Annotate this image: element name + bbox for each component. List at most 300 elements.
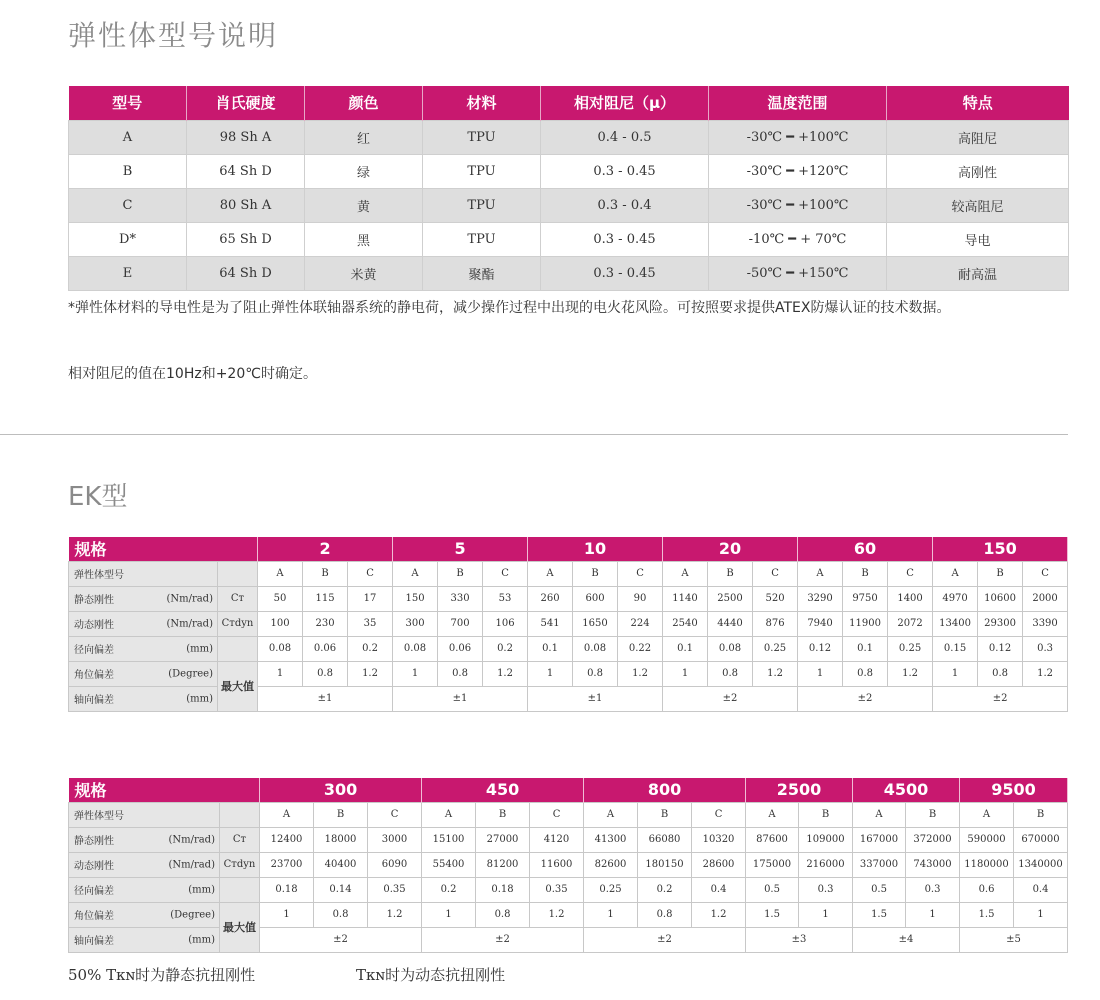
row-label [69,902,220,927]
spec-cell: 0.3 [1023,636,1068,661]
size-header: 450 [422,778,584,802]
footnote-dynamic: Tᴋɴ时为动态抗扭刚性 [356,966,506,984]
spec-cell: B [799,802,853,827]
max-value-label: 最大值 [220,902,260,952]
symbol-dynamic: Cᴛdyn [220,852,260,877]
elastomer-cell: 聚酯 [423,256,541,290]
spec-cell: 18000 [314,827,368,852]
spec-cell: 115 [303,586,348,611]
spec-cell: 337000 [853,852,906,877]
spec-cell: B [438,561,483,586]
spec-cell: ±2 [260,927,422,952]
row-label-text: 动态刚性 [74,620,114,631]
spec-cell: 10600 [978,586,1023,611]
spec-cell: 0.08 [573,636,618,661]
spec-cell: ±1 [528,686,663,711]
elastomer-table [68,86,1069,291]
spec-cell: 0.14 [314,877,368,902]
row-label [69,636,218,661]
spec-cell: 55400 [422,852,476,877]
elastomer-cell: 0.3 - 0.45 [541,222,709,256]
spec-cell: A [422,802,476,827]
elastomer-cell: 黑 [305,222,423,256]
spec-cell: 1.2 [530,902,584,927]
elastomer-cell: 高阻尼 [887,120,1069,154]
spec-cell: 520 [753,586,798,611]
spec-cell: B [906,802,960,827]
spec-cell: 0.18 [476,877,530,902]
spec-header-row [69,537,1068,561]
spec-row-axial [69,927,1068,952]
header-color: 颜色 [305,86,423,120]
spec-cell: 743000 [906,852,960,877]
spec-cell: 150 [393,586,438,611]
header-material: 材料 [423,86,541,120]
spec-cell: 82600 [584,852,638,877]
spec-cell: 90 [618,586,663,611]
spec-cell: A [746,802,799,827]
row-label [69,611,218,636]
spec-cell: 0.2 [483,636,528,661]
spec-cell: 29300 [978,611,1023,636]
spec-cell: 81200 [476,852,530,877]
elastomer-cell: -50℃ ━ +150℃ [709,256,887,290]
spec-cell: 1.5 [746,902,799,927]
spec-cell: 0.5 [853,877,906,902]
elastomer-row [69,188,1069,222]
spec-cell: 3290 [798,586,843,611]
row-label-text: 动态刚性 [74,861,114,872]
spec-cell: 1 [422,902,476,927]
row-label-text: 角位偏差 [74,911,114,922]
spec-row-angular [69,902,1068,927]
spec-row-radial [69,877,1068,902]
spec-cell: 11900 [843,611,888,636]
spec-cell: 0.18 [260,877,314,902]
row-unit: (Nm/rad) [168,834,215,845]
elastomer-cell: TPU [423,154,541,188]
symbol-dynamic: Cᴛdyn [218,611,258,636]
spec-cell: B [978,561,1023,586]
spec-cell: 6090 [368,852,422,877]
elastomer-cell: 绿 [305,154,423,188]
elastomer-row [69,256,1069,290]
elastomer-cell: -30℃ ━ +120℃ [709,154,887,188]
spec-cell: 0.8 [303,661,348,686]
row-label-text: 弹性体型号 [74,570,124,581]
header-damping: 相对阻尼（μ） [541,86,709,120]
spec-cell: 0.3 [799,877,853,902]
spec-cell: 10320 [692,827,746,852]
elastomer-row [69,120,1069,154]
elastomer-cell: 0.3 - 0.45 [541,154,709,188]
spec-cell: B [573,561,618,586]
spec-cell: 167000 [853,827,906,852]
footnote-static: 50% Tᴋɴ时为静态抗扭刚性 [68,966,256,984]
size-header: 9500 [960,778,1068,802]
spec-cell: 12400 [260,827,314,852]
spec-cell: A [258,561,303,586]
elastomer-cell: 高刚性 [887,154,1069,188]
spec-cell: 15100 [422,827,476,852]
row-unit: (mm) [188,884,215,895]
spec-cell: 1140 [663,586,708,611]
spec-cell: 0.8 [573,661,618,686]
row-label-text: 弹性体型号 [74,811,124,822]
spec-cell: C [692,802,746,827]
row-label-text: 轴向偏差 [74,695,114,706]
row-label [69,561,218,586]
size-header: 5 [393,537,528,561]
spec-cell: 0.8 [843,661,888,686]
elastomer-cell: TPU [423,120,541,154]
spec-cell: 541 [528,611,573,636]
spec-cell: 1.2 [618,661,663,686]
elastomer-cell: -30℃ ━ +100℃ [709,188,887,222]
spec-cell: 216000 [799,852,853,877]
spec-label: 规格 [69,778,260,802]
row-unit: (Nm/rad) [166,618,213,629]
spec-cell: 175000 [746,852,799,877]
page-title: 弹性体型号说明 [68,19,279,52]
spec-cell: 0.08 [393,636,438,661]
spec-cell: 230 [303,611,348,636]
spec-cell: ±2 [584,927,746,952]
spec-cell: C [483,561,528,586]
elastomer-cell: 耐高温 [887,256,1069,290]
elastomer-cell: C [69,188,187,222]
elastomer-row [69,222,1069,256]
elastomer-cell: 0.3 - 0.4 [541,188,709,222]
spec-cell: 4440 [708,611,753,636]
spec-cell: C [753,561,798,586]
spec-cell: 4120 [530,827,584,852]
elastomer-cell: 80 Sh A [187,188,305,222]
symbol-static: Cᴛ [220,827,260,852]
header-hardness: 肖氏硬度 [187,86,305,120]
row-label [69,827,220,852]
spec-cell: 2500 [708,586,753,611]
spec-cell: 1 [906,902,960,927]
spec-cell: 1 [1014,902,1068,927]
spec-cell: 40400 [314,852,368,877]
spec-cell: 4970 [933,586,978,611]
row-label [69,852,220,877]
spec-cell: ±1 [393,686,528,711]
elastomer-cell: E [69,256,187,290]
spec-cell: 0.08 [708,636,753,661]
elastomer-cell: 0.3 - 0.45 [541,256,709,290]
spec-cell: 0.35 [368,877,422,902]
elastomer-table-header [69,86,1069,120]
spec-cell: 1650 [573,611,618,636]
spec-cell: C [888,561,933,586]
spec-cell: 1 [933,661,978,686]
size-header: 150 [933,537,1068,561]
spec-cell: 0.8 [708,661,753,686]
spec-header-row [69,778,1068,802]
spec-cell: A [663,561,708,586]
spec-cell: 87600 [746,827,799,852]
spec-cell: 0.25 [584,877,638,902]
size-header: 800 [584,778,746,802]
spec-cell: 0.1 [663,636,708,661]
spec-cell: 670000 [1014,827,1068,852]
spec-cell: 0.8 [978,661,1023,686]
spec-cell: ±2 [663,686,798,711]
row-label-text: 角位偏差 [74,670,114,681]
row-label [69,877,220,902]
symbol-cell-empty [220,802,260,827]
max-value-label: 最大值 [218,661,258,711]
spec-cell: 0.12 [798,636,843,661]
elastomer-cell: 0.4 - 0.5 [541,120,709,154]
elastomer-cell: TPU [423,222,541,256]
section-divider [0,434,1068,435]
spec-cell: 0.6 [960,877,1014,902]
spec-cell: 1.2 [1023,661,1068,686]
spec-cell: 1 [584,902,638,927]
spec-cell: ±1 [258,686,393,711]
spec-cell: 0.1 [843,636,888,661]
spec-cell: 0.5 [746,877,799,902]
spec-cell: 330 [438,586,483,611]
spec-cell: B [476,802,530,827]
spec-cell: 11600 [530,852,584,877]
spec-cell: 1340000 [1014,852,1068,877]
spec-cell: 0.08 [258,636,303,661]
spec-cell: 0.4 [1014,877,1068,902]
spec-cell: C [618,561,663,586]
spec-row-radial [69,636,1068,661]
elastomer-cell: 导电 [887,222,1069,256]
spec-cell: 66080 [638,827,692,852]
elastomer-cell: -30℃ ━ +100℃ [709,120,887,154]
row-label [69,802,220,827]
spec-cell: A [260,802,314,827]
spec-cell: A [933,561,978,586]
row-unit: (mm) [186,693,213,704]
spec-cell: 180150 [638,852,692,877]
spec-cell: 876 [753,611,798,636]
elastomer-cell: B [69,154,187,188]
spec-cell: 1 [258,661,303,686]
spec-cell: 372000 [906,827,960,852]
spec-cell: 1 [798,661,843,686]
spec-cell: 1.2 [692,902,746,927]
spec-cell: 2072 [888,611,933,636]
size-header: 2500 [746,778,853,802]
elastomer-cell: 64 Sh D [187,154,305,188]
spec-row-elastomers [69,561,1068,586]
elastomer-cell: 98 Sh A [187,120,305,154]
spec-cell: 23700 [260,852,314,877]
spec-row-static [69,827,1068,852]
spec-cell: B [638,802,692,827]
spec-cell: 224 [618,611,663,636]
row-unit: (Nm/rad) [166,593,213,604]
symbol-cell-empty [220,877,260,902]
spec-label: 规格 [69,537,258,561]
ek-spec-table-2 [68,778,1068,953]
spec-cell: 300 [393,611,438,636]
spec-cell: 700 [438,611,483,636]
size-header: 4500 [853,778,960,802]
spec-cell: 9750 [843,586,888,611]
spec-cell: A [960,802,1014,827]
spec-cell: 2000 [1023,586,1068,611]
elastomer-cell: 65 Sh D [187,222,305,256]
elastomer-cell: 米黄 [305,256,423,290]
spec-row-dynamic [69,611,1068,636]
spec-cell: 1.2 [888,661,933,686]
elastomer-cell: 黄 [305,188,423,222]
elastomer-cell: 较高阻尼 [887,188,1069,222]
spec-cell: ±2 [933,686,1068,711]
spec-cell: 0.3 [906,877,960,902]
spec-cell: 1.2 [753,661,798,686]
spec-cell: 0.12 [978,636,1023,661]
row-label [69,661,218,686]
spec-cell: A [528,561,573,586]
spec-cell: 28600 [692,852,746,877]
spec-cell: 0.25 [753,636,798,661]
spec-cell: 1.2 [368,902,422,927]
spec-cell: ±3 [746,927,853,952]
spec-cell: A [798,561,843,586]
row-unit: (mm) [186,643,213,654]
spec-cell: 0.2 [422,877,476,902]
spec-cell: 106 [483,611,528,636]
row-unit: (Degree) [170,909,215,920]
row-unit: (mm) [188,934,215,945]
spec-cell: 53 [483,586,528,611]
spec-cell: 3000 [368,827,422,852]
spec-row-angular [69,661,1068,686]
spec-cell: C [1023,561,1068,586]
row-label [69,586,218,611]
spec-cell: 1180000 [960,852,1014,877]
row-label-text: 轴向偏差 [74,936,114,947]
spec-cell: 1400 [888,586,933,611]
elastomer-row [69,154,1069,188]
spec-cell: ±4 [853,927,960,952]
spec-cell: 0.8 [476,902,530,927]
spec-cell: B [1014,802,1068,827]
spec-cell: 1 [663,661,708,686]
row-label [69,686,218,711]
row-label [69,927,220,952]
size-header: 300 [260,778,422,802]
symbol-cell-empty [218,561,258,586]
row-unit: (Degree) [168,668,213,679]
size-header: 2 [258,537,393,561]
symbol-static: Cᴛ [218,586,258,611]
elastomer-cell: 红 [305,120,423,154]
elastomer-cell: TPU [423,188,541,222]
elastomer-cell: A [69,120,187,154]
spec-cell: 1 [799,902,853,927]
spec-cell: A [584,802,638,827]
size-header: 10 [528,537,663,561]
conductive-note: *弹性体材料的导电性是为了阻止弹性体联轴器系统的静电荷，减少操作过程中出现的电火花风险。可按照要求提供ATEX防爆认证的技术数据。 [68,300,951,316]
spec-cell: C [368,802,422,827]
spec-cell: 50 [258,586,303,611]
spec-cell: C [348,561,393,586]
spec-cell: 3390 [1023,611,1068,636]
spec-cell: 1.2 [483,661,528,686]
spec-cell: 0.8 [314,902,368,927]
spec-cell: B [303,561,348,586]
elastomer-cell: -10℃ ━ + 70℃ [709,222,887,256]
spec-cell: 0.35 [530,877,584,902]
row-unit: (Nm/rad) [168,859,215,870]
damping-note: 相对阻尼的值在10Hz和+20℃时确定。 [68,366,317,382]
spec-cell: 41300 [584,827,638,852]
spec-cell: 0.2 [348,636,393,661]
spec-cell: 0.2 [638,877,692,902]
spec-cell: 0.06 [438,636,483,661]
spec-cell: 0.15 [933,636,978,661]
spec-cell: 0.8 [438,661,483,686]
spec-cell: B [708,561,753,586]
spec-cell: 1 [528,661,573,686]
spec-cell: 0.22 [618,636,663,661]
spec-cell: 0.8 [638,902,692,927]
spec-cell: 0.4 [692,877,746,902]
row-label-text: 径向偏差 [74,886,114,897]
ek-spec-table-1 [68,537,1068,712]
row-label-text: 径向偏差 [74,645,114,656]
spec-cell: 0.25 [888,636,933,661]
spec-cell: 2540 [663,611,708,636]
spec-cell: 1.5 [960,902,1014,927]
row-label-text: 静态刚性 [74,595,114,606]
spec-cell: 1.5 [853,902,906,927]
spec-cell: C [530,802,584,827]
spec-cell: ±2 [798,686,933,711]
spec-cell: 260 [528,586,573,611]
spec-cell: B [314,802,368,827]
spec-cell: 35 [348,611,393,636]
spec-cell: 13400 [933,611,978,636]
spec-cell: 1 [260,902,314,927]
spec-cell: A [393,561,438,586]
spec-cell: 100 [258,611,303,636]
spec-cell: ±5 [960,927,1068,952]
symbol-cell-empty [218,636,258,661]
spec-cell: A [853,802,906,827]
spec-cell: 17 [348,586,393,611]
spec-cell: 0.1 [528,636,573,661]
spec-row-static [69,586,1068,611]
spec-cell: 600 [573,586,618,611]
spec-cell: 1 [393,661,438,686]
header-temp-range: 温度范围 [709,86,887,120]
elastomer-cell: 64 Sh D [187,256,305,290]
spec-cell: 1.2 [348,661,393,686]
spec-row-dynamic [69,852,1068,877]
size-header: 60 [798,537,933,561]
header-features: 特点 [887,86,1069,120]
spec-cell: 0.06 [303,636,348,661]
spec-cell: ±2 [422,927,584,952]
size-header: 20 [663,537,798,561]
header-type: 型号 [69,86,187,120]
spec-cell: 27000 [476,827,530,852]
elastomer-cell: D* [69,222,187,256]
spec-cell: 109000 [799,827,853,852]
